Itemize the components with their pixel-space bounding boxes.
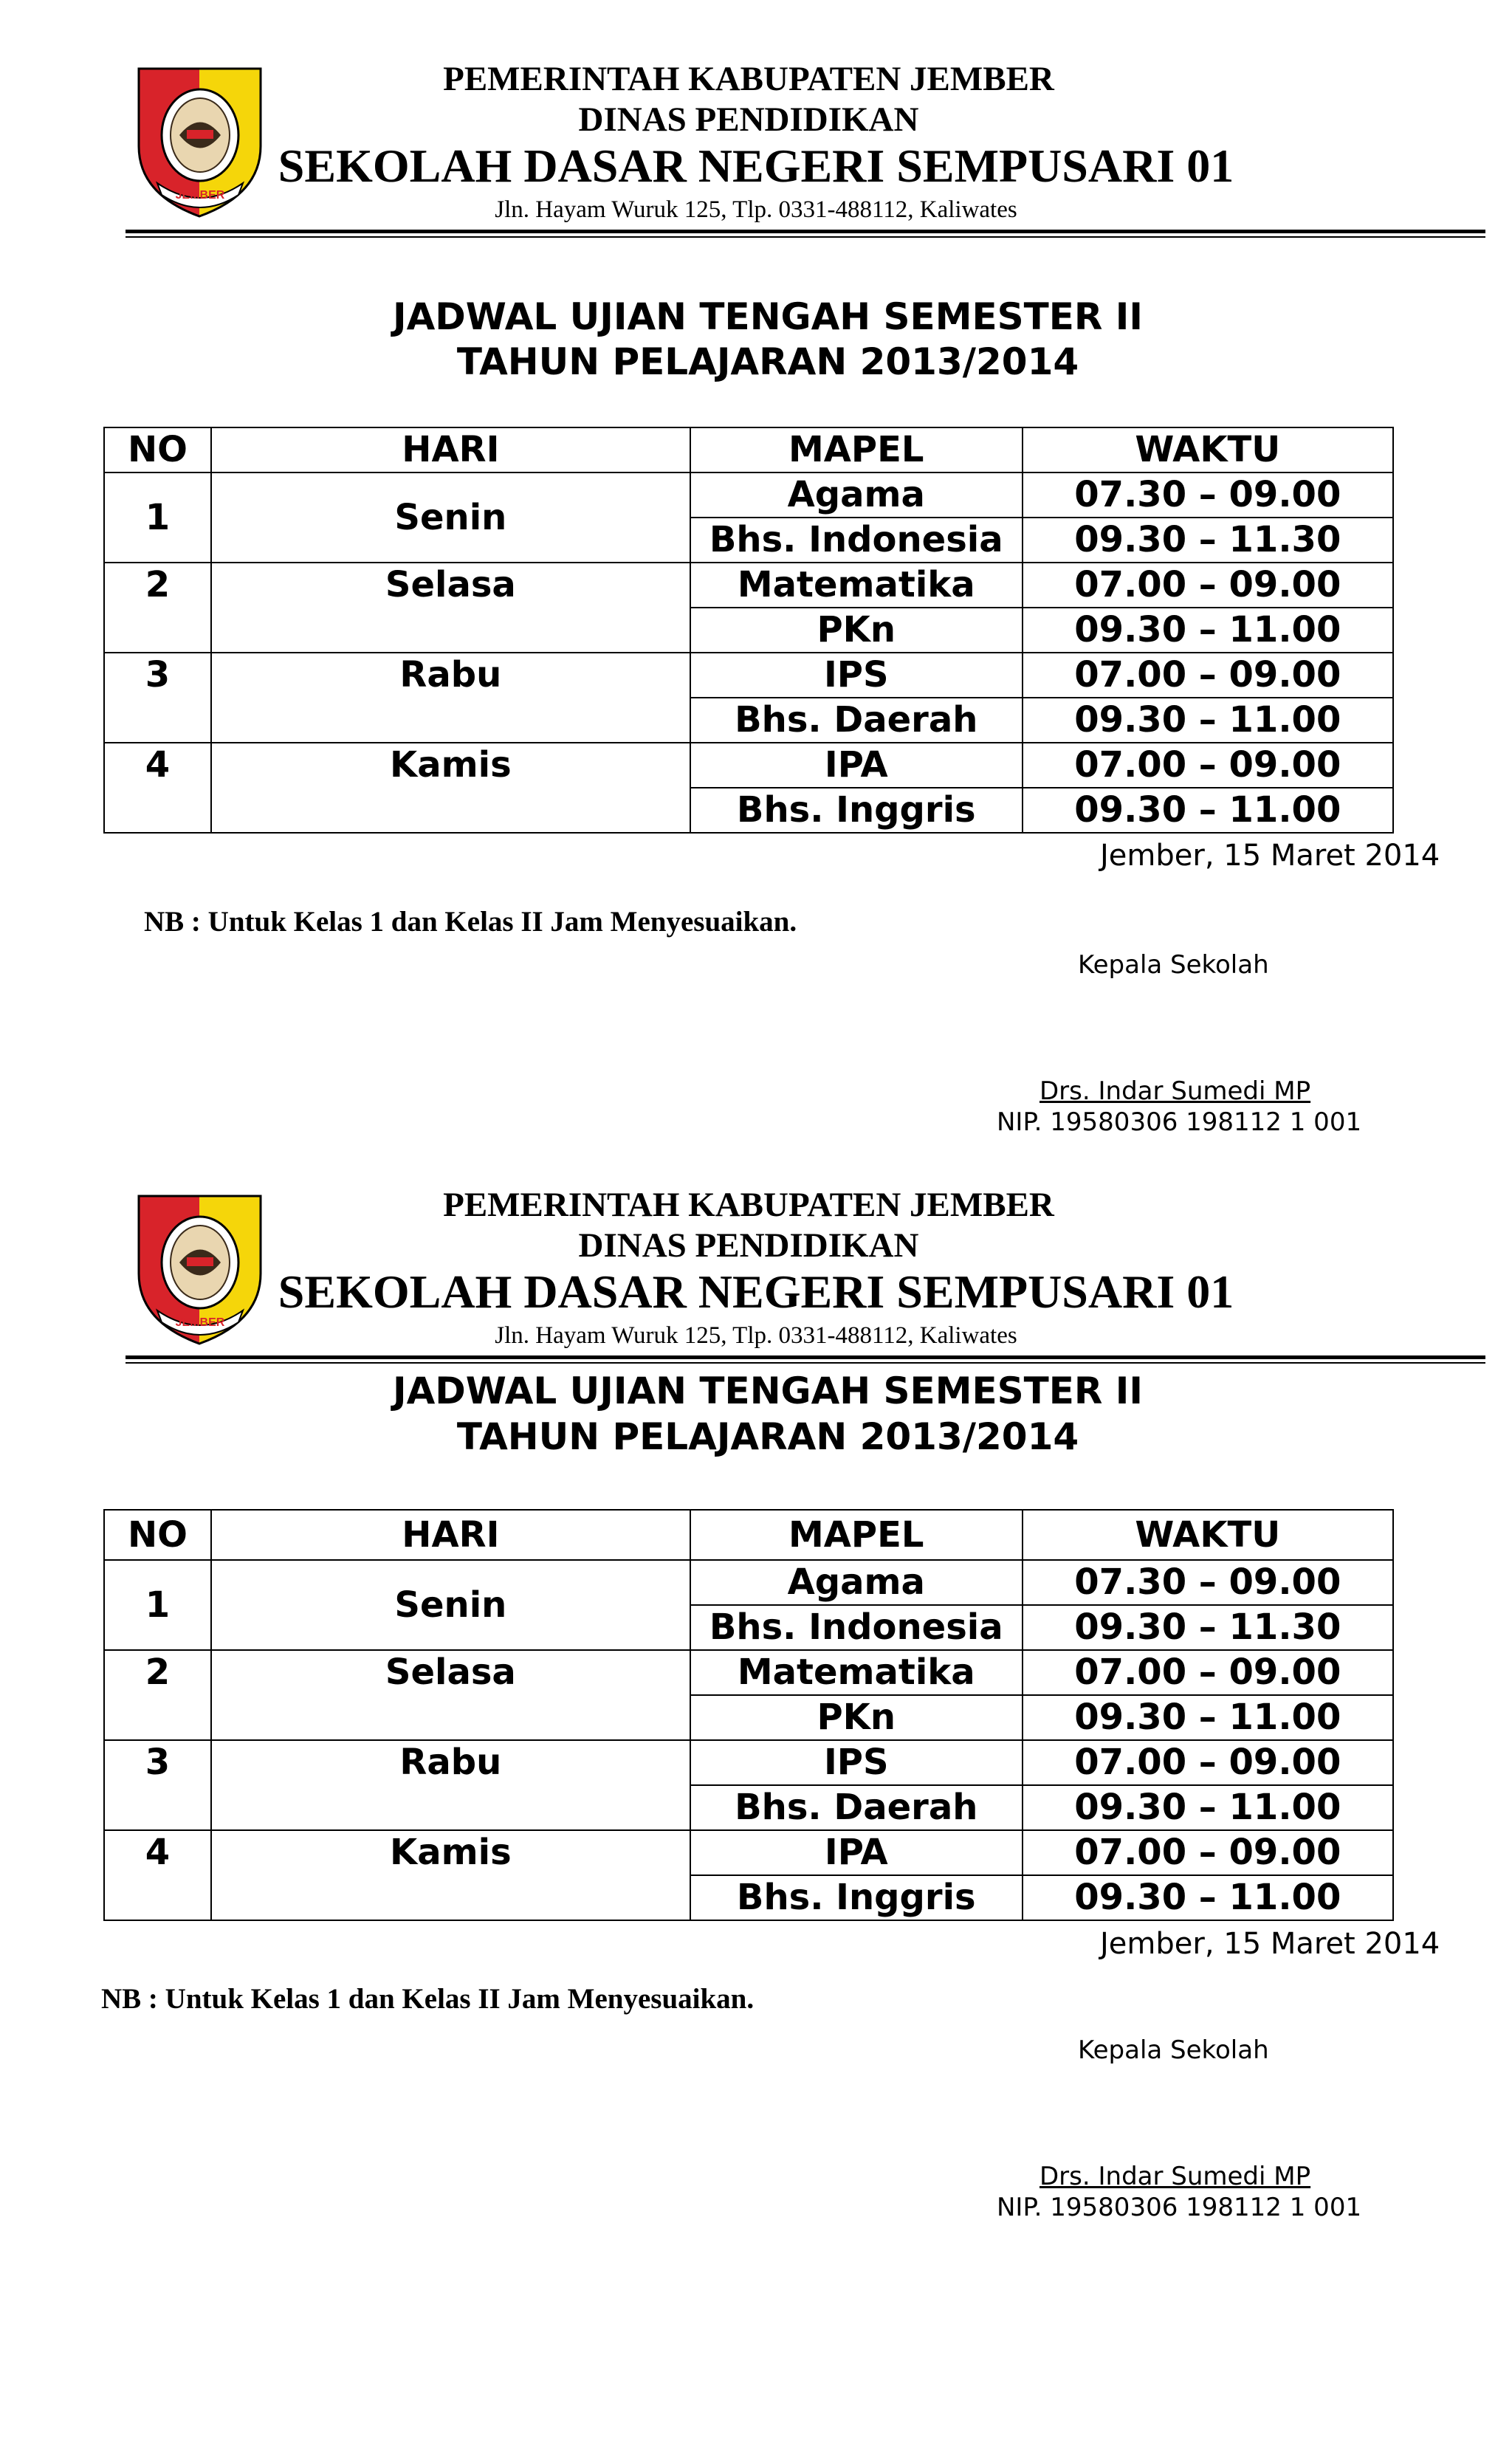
table-row [104,653,1393,698]
cell-mapel: Bhs. Indonesia [690,518,1023,563]
cell-mapel: Bhs. Inggris [690,788,1023,833]
cell-hari: Kamis [211,1830,690,1920]
document-subtitle: TAHUN PELAJARAN 2013/2014 [456,1415,1079,1458]
cell-hari: Kamis [211,743,690,833]
note-text: NB : Untuk Kelas 1 dan Kelas II Jam Menyesuaikan. [101,1983,755,2015]
header-mapel: MAPEL [690,1510,1023,1560]
cell-waktu: 07.30 – 09.00 [1023,1560,1393,1605]
header-waktu: WAKTU [1023,427,1393,472]
letterhead-rule-thin [126,1362,1485,1364]
government-name: PEMERINTAH KABUPATEN JEMBER [443,60,1054,98]
cell-waktu: 09.30 – 11.30 [1023,1605,1393,1650]
cell-waktu: 07.00 – 09.00 [1023,1650,1393,1695]
cell-waktu: 07.00 – 09.00 [1023,563,1393,608]
signatory-name: Drs. Indar Sumedi MP [1040,2162,1311,2191]
cell-no: 2 [104,563,211,653]
cell-mapel: IPA [690,743,1023,788]
header-hari: HARI [211,1510,690,1560]
exam-schedule-table [103,427,1394,834]
cell-mapel: PKn [690,1695,1023,1740]
signatory-nip: NIP. 19580306 198112 1 001 [997,2193,1362,2222]
cell-waktu: 09.30 – 11.30 [1023,518,1393,563]
cell-waktu: 09.30 – 11.00 [1023,1785,1393,1830]
document-subtitle: TAHUN PELAJARAN 2013/2014 [456,340,1079,383]
table-row [104,1740,1393,1785]
cell-waktu: 07.00 – 09.00 [1023,1830,1393,1875]
letterhead-rule-thick [126,230,1485,233]
document-date: Jember, 15 Maret 2014 [1100,839,1440,873]
header-hari: HARI [211,427,690,472]
table-row [104,1560,1393,1605]
svg-text:JEMBER: JEMBER [175,1316,225,1329]
cell-hari: Rabu [211,1740,690,1830]
cell-waktu: 07.00 – 09.00 [1023,653,1393,698]
table-row [104,563,1393,608]
cell-no: 2 [104,1650,211,1740]
cell-mapel: Bhs. Inggris [690,1875,1023,1920]
schedule-copy-1 [0,0,1512,1152]
letterhead-rule-thick [126,1355,1485,1359]
cell-hari: Selasa [211,1650,690,1740]
cell-no: 4 [104,743,211,833]
cell-waktu: 09.30 – 11.00 [1023,1695,1393,1740]
svg-text:JEMBER: JEMBER [175,189,225,202]
document-title: JADWAL UJIAN TENGAH SEMESTER II [393,295,1143,338]
cell-no: 1 [104,1560,211,1650]
cell-mapel: Bhs. Daerah [690,698,1023,743]
cell-mapel: IPS [690,653,1023,698]
table-row [104,1650,1393,1695]
agency-name: DINAS PENDIDIKAN [578,1226,919,1265]
cell-hari: Selasa [211,563,690,653]
cell-no: 3 [104,653,211,743]
school-name: SEKOLAH DASAR NEGERI SEMPUSARI 01 [278,1265,1234,1318]
header-no: NO [104,1510,211,1560]
cell-no: 4 [104,1830,211,1920]
signatory-role: Kepala Sekolah [1078,950,1269,980]
signatory-role: Kepala Sekolah [1078,2035,1269,2065]
header-mapel: MAPEL [690,427,1023,472]
cell-waktu: 07.30 – 09.00 [1023,472,1393,518]
signatory-nip: NIP. 19580306 198112 1 001 [997,1107,1362,1137]
cell-no: 3 [104,1740,211,1830]
government-name: PEMERINTAH KABUPATEN JEMBER [443,1186,1054,1224]
cell-hari: Senin [211,1560,690,1650]
cell-mapel: Matematika [690,563,1023,608]
cell-hari: Senin [211,472,690,563]
school-address: Jln. Hayam Wuruk 125, Tlp. 0331-488112, Kaliwates [495,196,1017,223]
school-name: SEKOLAH DASAR NEGERI SEMPUSARI 01 [278,140,1234,192]
cell-hari: Rabu [211,653,690,743]
cell-mapel: Bhs. Daerah [690,1785,1023,1830]
document-title: JADWAL UJIAN TENGAH SEMESTER II [393,1370,1143,1412]
document-date: Jember, 15 Maret 2014 [1100,1927,1440,1961]
table-row [104,743,1393,788]
cell-mapel: Bhs. Indonesia [690,1605,1023,1650]
cell-waktu: 09.30 – 11.00 [1023,608,1393,653]
cell-no: 1 [104,472,211,563]
note-text: NB : Untuk Kelas 1 dan Kelas II Jam Menyesuaikan. [144,906,797,938]
table-header-row [104,427,1393,472]
header-waktu: WAKTU [1023,1510,1393,1560]
cell-waktu: 09.30 – 11.00 [1023,698,1393,743]
cell-mapel: Matematika [690,1650,1023,1695]
cell-mapel: IPS [690,1740,1023,1785]
exam-schedule-table [103,1509,1394,1921]
cell-mapel: Agama [690,472,1023,518]
agency-name: DINAS PENDIDIKAN [578,100,919,139]
cell-waktu: 07.00 – 09.00 [1023,743,1393,788]
cell-mapel: PKn [690,608,1023,653]
school-address: Jln. Hayam Wuruk 125, Tlp. 0331-488112, Kaliwates [495,1322,1017,1349]
letterhead-rule-thin [126,236,1485,238]
cell-waktu: 09.30 – 11.00 [1023,1875,1393,1920]
signatory-name: Drs. Indar Sumedi MP [1040,1076,1311,1106]
cell-mapel: Agama [690,1560,1023,1605]
schedule-copy-2 [0,1126,1512,2248]
header-no: NO [104,427,211,472]
cell-waktu: 07.00 – 09.00 [1023,1740,1393,1785]
cell-waktu: 09.30 – 11.00 [1023,788,1393,833]
table-row [104,472,1393,518]
table-header-row [104,1510,1393,1560]
table-row [104,1830,1393,1875]
cell-mapel: IPA [690,1830,1023,1875]
